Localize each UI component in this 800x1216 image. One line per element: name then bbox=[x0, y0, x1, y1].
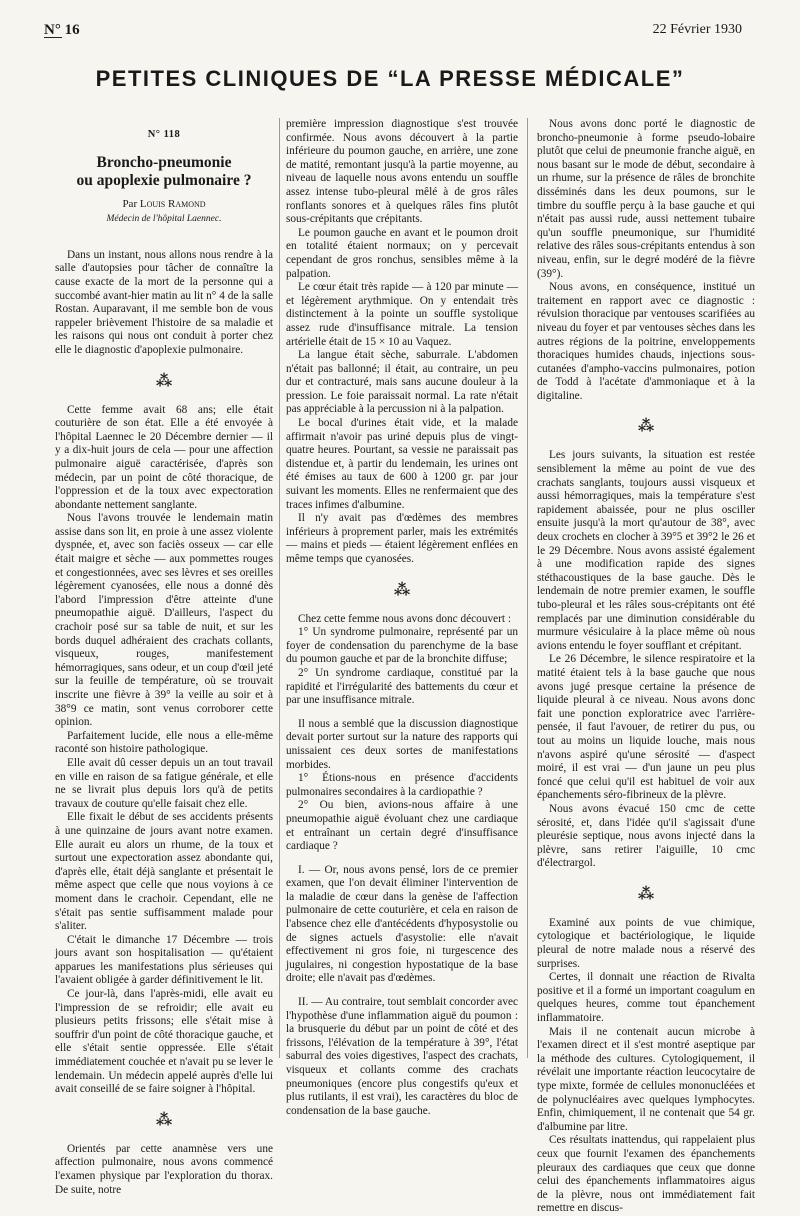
paragraph: Chez cette femme nous avons donc découvert : bbox=[298, 612, 511, 625]
paragraph: Nous avons, en conséquence, institué un traitement en rapport avec ce diagnostic : révulsion thoracique par ventouses scarifiées au niveau du foyer et par ventouses sèches dans les autres régions de la poitrine, enveloppements thoraciques humides chauds, injections sous-cutanées d'ampho-vaccins pulmonaires, potion de Todd à l'acétate d'ammoniaque et à la digitaline. bbox=[537, 281, 755, 402]
paragraph: 1° Un syndrome pulmonaire, représenté par un foyer de condensation du parenchyme de la base du poumon gauche et par de la bronchite diffuse; bbox=[286, 626, 518, 666]
paragraph: Les jours suivants, la situation est restée sensiblement la même au point de vue des crachats sanglants, toujours aussi visqueux et aussi hémorragiques, mais la température s'est rapidement abaissée, pour ne plus osciller ensuite jusqu'à la mort qu'autour de 38°, avec deux crochets en clocher à 39°5 et 39°2 le 26 et le 29 Décembre. Nous avons assisté également à une modification rapide des signes stéthacoustiques de la base gauche. Dès le lendemain de notre premier examen, le souffle tubo-pleural et les râles sous-crépitants ont été remplacés par une diminution considérable du murmure vésiculaire à la place même où nous avions entendu le foyer soufflant et crépitant. bbox=[537, 449, 755, 652]
section-separator: ⁂ bbox=[155, 372, 173, 390]
paragraph: Certes, il donnait une réaction de Rivalta positive et il a formé un important coagulum en quelques heures, comme tout épanchement inflammatoire. bbox=[537, 971, 755, 1025]
paragraph: Ces résultats inattendus, qui rappelaient plus ceux que fournit l'examen des épanchements pleuraux des cardiaques que ceux que donne celui des épanchements inflammatoires aigus de la plèvre, nous ont immédiatement fait remettre en discus- bbox=[537, 1134, 755, 1215]
paragraph: Ce jour-là, dans l'après-midi, elle avait eu l'impression de se refroidir; elle avait eu plusieurs petits frissons; elle s'était mise à souffrir d'un point de côté thoracique gauche, et elle s'était sentie oppressée. Elle s'était immédiatement couchée et n'avait pu se lever le lendemain. Un médecin appelé auprès d'elle lui avait conseillé de se faire soigner à l'hôpital. bbox=[55, 988, 273, 1096]
paragraph: Elle avait dû cesser depuis un an tout travail en ville en raison de sa fatigue générale, et elle ne se livrait plus depuis lors qu'à de petits travaux de couture qu'elle faisait chez elle. bbox=[55, 756, 273, 810]
paragraph: Le bocal d'urines était vide, et la malade affirmait n'avoir pas uriné depuis plus de vingt-quatre heures. Pourtant, sa vessie ne paraissait pas distendue et, à partir du lendemain, les urines ont été émises au taux de 600 à 1200 gr. par jour suivant les moments. Elles ne renfermaient que des traces infimes d'albumine. bbox=[286, 417, 518, 511]
issue-number: N° 16 bbox=[44, 22, 80, 38]
paragraph: Il n'y avait pas d'œdèmes des membres inférieurs à proprement parler, mais les extrémités — mains et pieds — étaient légèrement enflées en même temps que cyanosées. bbox=[286, 512, 518, 565]
paragraph: Nous l'avons trouvée le lendemain matin assise dans son lit, en proie à une assez violente dyspnée, et, avec son faciès osseux — car elle était maigre et sèche — aux pommettes rouges et congestionnées, avec ses lèvres et ses oreilles légèrement cyanosées, elle nous a donné dès l'abord l'impression d'être atteinte d'une pneumopathie aiguë. D'ailleurs, l'aspect du crachoir posé sur sa table de nuit, et sur les bords duquel adhéraient des crachats collants, visqueux, rouges, manifestement hémorragiques, sans odeur, et un coup d'œil jeté sur la feuille de température, où se trouvait inscrite une fièvre à 39° la veille au soir et à 38°9 ce matin, sont venus corroborer cette opinion. bbox=[55, 512, 273, 729]
author-affiliation: Médecin de l'hôpital Laennec. bbox=[106, 214, 222, 225]
section-separator: ⁂ bbox=[637, 418, 655, 436]
article-title bbox=[55, 154, 273, 190]
paragraph: Le 26 Décembre, le silence respiratoire et la matité étaient tels à la base gauche que nous avons jugé presque certaine la présence de liquide pleural à ce niveau. Nous avons donc fait une ponction exploratrice avec l'arrière-pensée, il faut l'avouer, de retirer du pus, ou tout au moins un liquide louche, mais nous n'avons aspiré qu'une sérosité — d'aspect moiré, il est vrai — d'un jaune un peu plus foncé que celui qu'il est habituel de voir aux épanchements séro-fibrineux de la plèvre. bbox=[537, 653, 755, 802]
issue-date: 22 Février 1930 bbox=[652, 22, 742, 37]
paragraph: Parfaitement lucide, elle nous a elle-même raconté son histoire pathologique. bbox=[55, 729, 273, 756]
article-number: N° 118 bbox=[147, 129, 181, 140]
section-separator: ⁂ bbox=[155, 1111, 173, 1129]
paragraph: Mais il ne contenait aucun microbe à l'examen direct et il s'est montré aseptique par la méthode des cultures. Cytologiquement, il révélait une importante réaction leucocytaire de type mixte, formée de cellules mononucléées et de polynucléaires avec quelques lymphocytes. Enfin, chimiquement, il ne contenait que 54 gr. d'albumine par litre. bbox=[537, 1025, 755, 1133]
paragraph: Nous avons évacué 150 cmc de cette sérosité, et, dans l'idée qu'il s'agissait d'une pleurésie septique, nous avons injecté dans la plèvre, sans retirer l'aiguille, 10 cmc d'électrargol. bbox=[537, 802, 755, 870]
paragraph: Le poumon gauche en avant et le poumon droit en totalité étaient normaux; on y percevait cependant de gros ronchus, sensibles même à la palpation. bbox=[286, 226, 518, 280]
paragraph: Examiné aux points de vue chimique, cytologique et bactériologique, le liquide pleural de notre malade nous a réservé des surprises. bbox=[537, 916, 755, 970]
column-2 bbox=[286, 118, 518, 1118]
paragraph: C'était le dimanche 17 Décembre — trois jours avant son hospitalisation — qu'étaient apparues les manifestations plus sérieuses qui l'avaient obligée à garder définitivement le lit. bbox=[55, 933, 273, 987]
title-line-1: Broncho-pneumonie bbox=[96, 153, 232, 171]
paragraph: 1° Étions-nous en présence d'accidents pulmonaires secondaires à la cardiopathie ? bbox=[286, 772, 518, 798]
issue-number-underline bbox=[44, 37, 62, 38]
paragraph: La langue était sèche, saburrale. L'abdomen n'était pas ballonné; il était, au contraire, un peu dur et contracturé, mais sans aucune douleur à la pression. Le foie paraissait normal. La rate n'était pas appréciable à la percussion ni à la palpation. bbox=[286, 349, 518, 416]
column-3 bbox=[537, 118, 755, 1216]
section-banner: PETITES CLINIQUES DE “LA PRESSE MÉDICALE” bbox=[95, 66, 685, 91]
paragraph: première impression diagnostique s'est trouvée confirmée. Nous avons découvert à la partie inférieure du poumon gauche, en arrière, une zone de matité, remontant jusqu'à la partie moyenne, au niveau de laquelle nous avons entendu un souffle assez intense tubo-pleural mêlé à de gros râles ronflants sonores et à quelques râles fins plutôt sous-crépitants que crépitants. bbox=[286, 118, 518, 226]
title-line-2: ou apoplexie pulmonaire ? bbox=[76, 171, 252, 189]
author-prefix: Par bbox=[122, 197, 138, 210]
paragraph: I. — Or, nous avons pensé, lors de ce premier examen, que l'on devait éliminer l'intervention de la maladie de cœur dans la genèse de l'affection pulmonaire de cette couturière, et cela en raison de l'absence chez elle d'antécédents d'hyposystolie ou de signes actuels d'asystolie: elle n'avait effectivement ni gros foie, ni turgescence des jugulaires, ni congestion hypostatique de la base droite; elle n'avait pas d'œdèmes. bbox=[286, 863, 518, 985]
column-rule-2 bbox=[527, 118, 528, 1058]
column-1 bbox=[55, 118, 273, 1197]
author-line bbox=[55, 198, 273, 212]
paragraph: Dans un instant, nous allons nous rendre à la salle d'autopsies pour tâcher de connaître la cause exacte de la mort de la personne qui a succombé avant-hier matin au lit n° 4 de la salle Rostan. Auparavant, il me semble bon de vous rappeler brièvement l'histoire de sa maladie et les raisons qui nous ont conduit à porter chez elle le diagnostic d'apoplexie pulmonaire. bbox=[55, 248, 273, 356]
section-separator: ⁂ bbox=[637, 885, 655, 903]
paragraph: 2° Ou bien, avions-nous affaire à une pneumopathie aiguë évoluant chez une cardiaque et entraînant un certain degré d'insuffisance cardiaque ? bbox=[286, 799, 518, 853]
paragraph: Orientés par cette anamnèse vers une affection pulmonaire, nous avons commencé l'examen physique par l'exploration du thorax. De suite, notre bbox=[55, 1142, 273, 1196]
paragraph: Le cœur était très rapide — à 120 par minute — et légèrement arythmique. On y entendait très distinctement à la pointe un souffle systolique assez rude d'insuffisance mitrale. La tension artérielle était de 15 × 10 au Vaquez. bbox=[286, 281, 518, 348]
paragraph: Cette femme avait 68 ans; elle était couturière de son état. Elle a été envoyée à l'hôpital Laennec le 20 Décembre dernier — il y a dix-huit jours de cela — pour une affection pulmonaire aiguë caractérisée, d'après son médecin, par un point de côté thoracique, de l'oppression et de la toux avec expectoration abondante nettement sanglante. bbox=[55, 403, 273, 511]
column-rule-1 bbox=[279, 118, 280, 1058]
paragraph: Elle fixait le début de ses accidents présents à une quinzaine de jours avant notre examen. Elle aurait eu alors un rhume, de la toux et surtout une expectoration assez abondante qui, d'après elle, était déjà sanglante et présentait le même aspect que celle que nous voyions à ce moment dans le crachoir. Cependant, elle ne s'était pas sentie suffisamment malade pour s'aliter. bbox=[55, 811, 273, 933]
section-separator: ⁂ bbox=[393, 581, 411, 599]
paragraph: 2° Un syndrome cardiaque, constitué par la rapidité et l'irrégularité des battements du cœur et par une insuffisance mitrale. bbox=[286, 666, 518, 707]
paragraph: Nous avons donc porté le diagnostic de broncho-pneumonie à forme pseudo-lobaire plutôt que celui de pneumonie franche aiguë, en nous basant sur le mode de début, secondaire à un rhume, sur la présence de râles de bronchite disséminés dans les deux poumons, sur le timbre du souffle perçu à la base gauche et qui n'était pas aussi rude, aussi nettement tubaire qu'un souffle pneumonique, sur l'humidité relative des râles sous-crépitants entendus à son niveau, enfin, sur le degré modéré de la fièvre (39°). bbox=[537, 118, 755, 280]
paragraph: Il nous a semblé que la discussion diagnostique devait porter surtout sur la nature des rapports qui unissaient ces deux sortes de manifestations morbides. bbox=[286, 717, 518, 771]
paragraph: II. — Au contraire, tout semblait concorder avec l'hypothèse d'une inflammation aiguë du poumon : la brusquerie du début par un point de côté et des frissons, l'élévation de la température à 39°, l'état saburral des voies digestives, l'aspect des crachats, visqueux et collants comme des crachats pneumoniques (encore plus congestifs qu'eux et plus rutilants, il est vrai), les caractères du bloc de condensation de la base gauche. bbox=[286, 996, 518, 1117]
author-name: Louis Ramond bbox=[139, 197, 206, 210]
